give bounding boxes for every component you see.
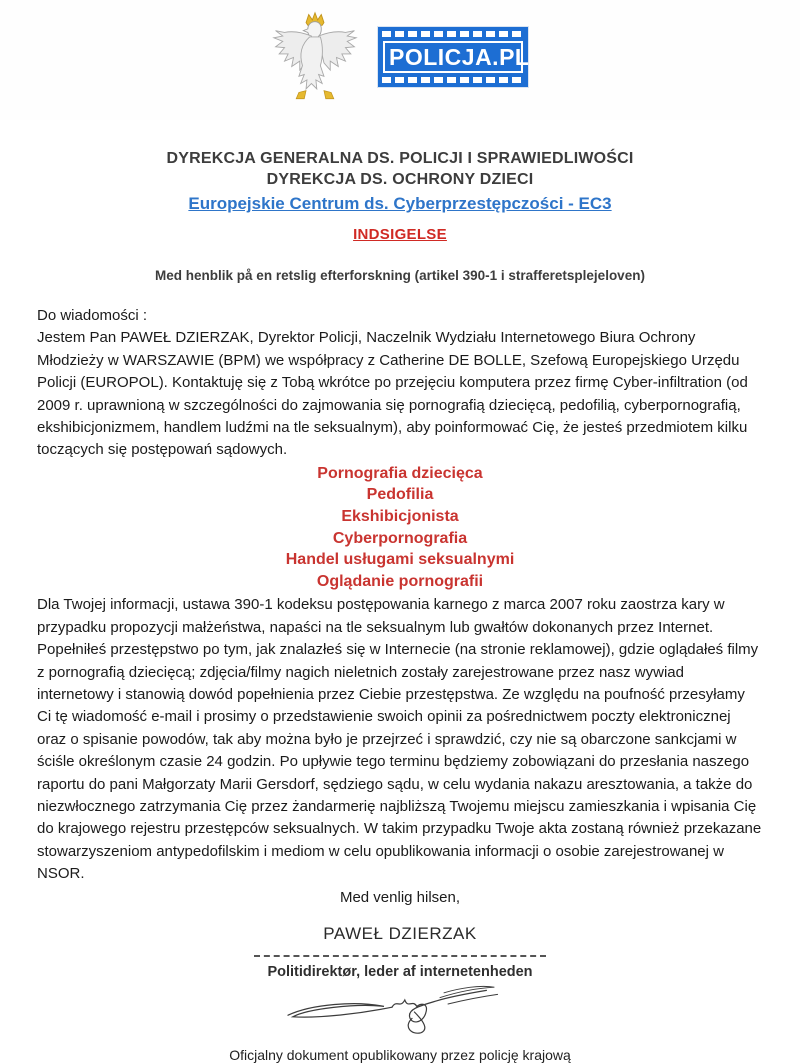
polish-eagle-emblem-icon bbox=[272, 10, 358, 119]
directorate-title-line1: DYREKCJA GENERALNA DS. POLICJI I SPRAWIEDLIWOŚCI bbox=[166, 150, 634, 167]
paragraph-intro: Jestem Pan PAWEŁ DZIERZAK, Dyrektor Policji, Naczelnik Wydziału Internetowego Biura Ochrony Młodzieży w WARSZAWIE (BPM) we współpracy z Catherine DE BOLLE, Szefową Europejskiego Urzędu Policji (EUROPOL). Kontaktuję się z Tobą wkrótce po przejęciu komputera przez firmę Cyber-infiltration (od 2009 r. uprawnioną w szczególności do zajmowania się pornografią dziecięcą, pedofilią, cyberpornografią, ekshibicjonizmem, handlem ludźmi na tle seksualnym), aby poinformować Cię, że jesteś przedmiotem kilku toczących się postępowań sądowych. bbox=[37, 329, 748, 459]
filmstrip-perforation-bottom bbox=[382, 77, 524, 83]
signature-separator bbox=[254, 955, 546, 957]
document-header bbox=[0, 0, 800, 120]
legal-reference-subtitle: Med henblik på en retslig efterforskning (artikel 390-1 i strafferetsplejeloven) bbox=[155, 268, 645, 283]
policja-pl-logo bbox=[378, 27, 528, 87]
accusation-item: Pedofilia bbox=[366, 486, 434, 504]
signature-block bbox=[0, 924, 800, 1041]
accusation-item: Ekshibicjonista bbox=[341, 508, 459, 526]
handwritten-signature-icon bbox=[0, 980, 800, 1041]
accusation-item: Handel usługami seksualnymi bbox=[285, 551, 515, 569]
directorate-title-line2: DYREKCJA DS. OCHRONY DZIECI bbox=[266, 171, 534, 188]
accusation-list bbox=[37, 463, 763, 593]
signer-name: PAWEŁ DZIERZAK bbox=[323, 923, 477, 943]
accusation-item: Oglądanie pornografii bbox=[316, 572, 484, 590]
paragraph-legal: Dla Twojej informacji, ustawa 390-1 kodeksu postępowania karnego z marca 2007 roku zaostrza kary w przypadku propozycji małżeństwa, napaści na tle seksualnym lub gwałtów dokonanych przez Internet. Popełniłeś przestępstwo po tym, jak znalazłeś się w Internecie (na stronie reklamowej), gdzie oglądałeś filmy z pornografią dziecięcą; zdjęcia/filmy nagich nieletnich zostały zarejestrowane przez nasz wywiad internetowy i stanowią dowód popełnienia przez Ciebie przestępstwa. Ze względu na poufność przesyłamy Ci tę wiadomość e-mail i prosimy o przedstawienie swoich opinii za pośrednictwem poczty elektronicznej oraz o spisanie powodów, tak aby można było je przejrzeć i sprawdzić, czy nie są obarczone sankcjami w ściśle określonym czasie 24 godzin. Po upływie tego terminu będziemy zobowiązani do przesłania naszego raportu do pani Małgorzaty Marii Gersdorf, sędziego sądu, w celu wydania nakazu aresztowania, a także do niezwłocznego zatrzymania Cię przez żandarmerię najbliższą Twojemu miejscu zamieszkania i wpisania Cię do krajowego rejestru przestępców seksualnych. W takim przypadku Twoje akta zostaną również przekazane stowarzyszeniom antypedofilskim i mediom w celu opublikowania informacji o osobie zarejestrowanej w NSOR. bbox=[37, 596, 762, 883]
ec3-link[interactable]: Europejskie Centrum ds. Cyberprzestępczości - EC3 bbox=[188, 194, 612, 213]
official-document-note: Oficjalny dokument opublikowany przez policję krajową bbox=[229, 1046, 571, 1063]
signer-role: Politidirektør, leder af internetenheden bbox=[267, 963, 533, 980]
letter-body bbox=[0, 305, 800, 909]
title-block bbox=[0, 148, 800, 283]
closing-salutation: Med venlig hilsen, bbox=[339, 888, 461, 906]
policja-logo-text: POLICJA.PL bbox=[383, 41, 523, 73]
accusation-item: Pornografia dziecięca bbox=[317, 464, 483, 482]
filmstrip-perforation-top bbox=[382, 31, 524, 37]
objection-heading: INDSIGELSE bbox=[353, 226, 447, 243]
accusation-item: Cyberpornografia bbox=[332, 529, 468, 547]
salutation: Do wiadomości : bbox=[37, 307, 148, 324]
